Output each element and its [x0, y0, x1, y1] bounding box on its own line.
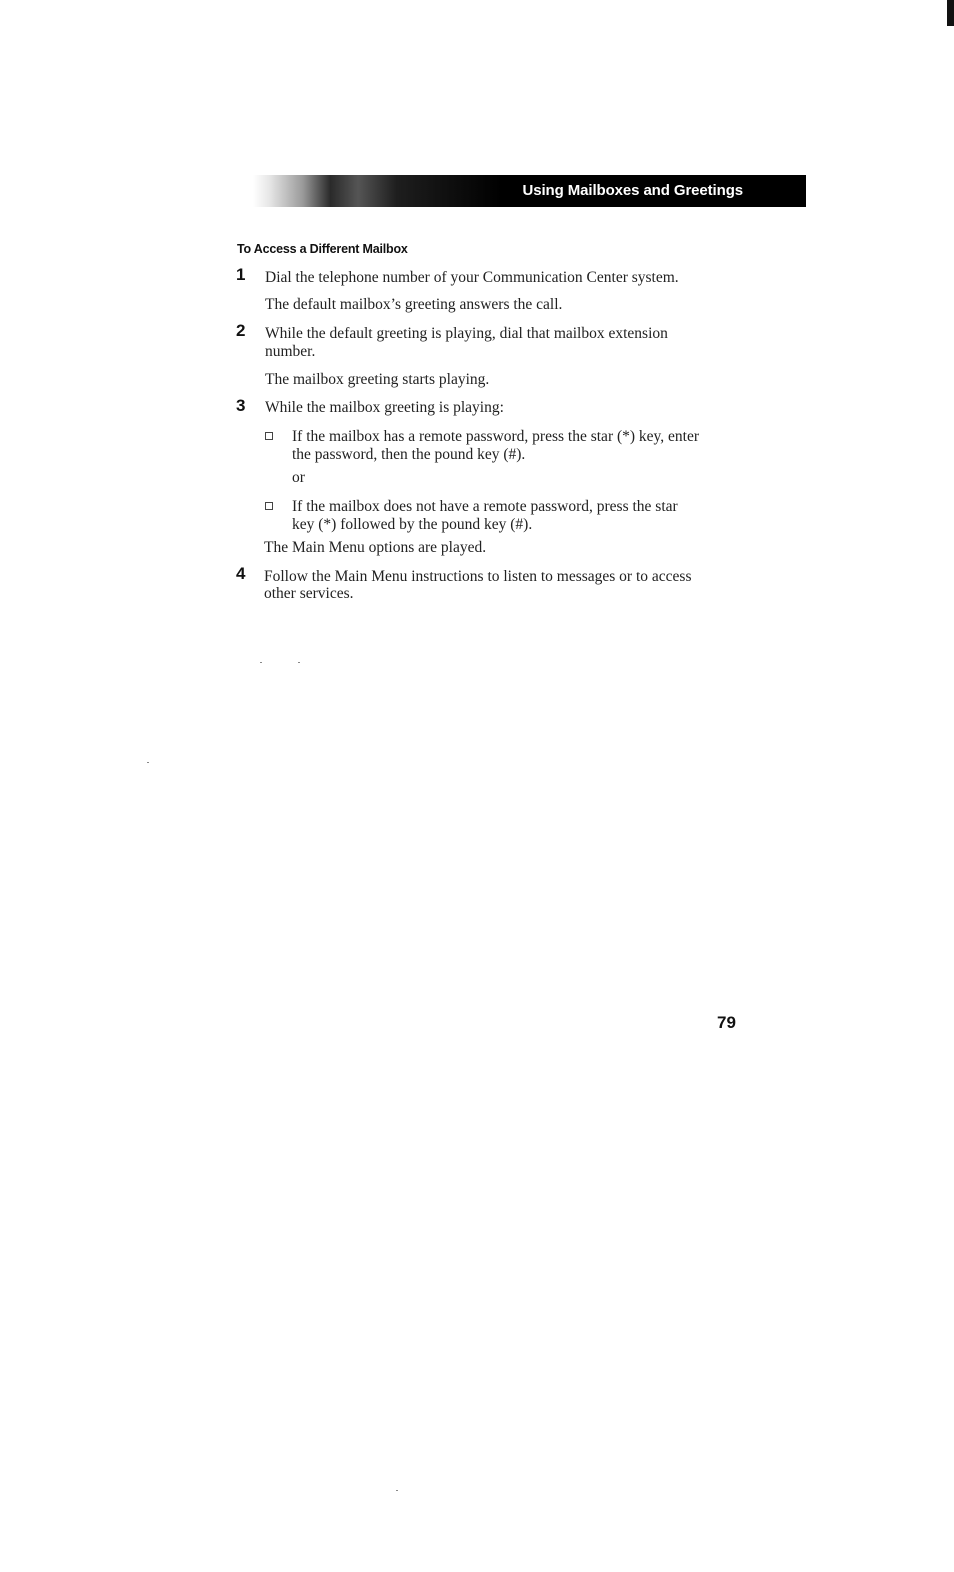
scan-speck	[260, 662, 262, 663]
step-3-or-separator: or	[292, 469, 305, 486]
step-number-3: 3	[236, 396, 246, 415]
page-number: 79	[717, 1013, 736, 1032]
scan-speck	[298, 662, 300, 663]
step-3-option-2-line2: key (*) followed by the pound key (#).	[292, 516, 533, 533]
section-heading: To Access a Different Mailbox	[237, 242, 408, 256]
checkbox-icon	[265, 432, 273, 440]
scan-speck	[147, 762, 149, 763]
step-2-text-line2: number.	[265, 343, 316, 360]
step-1-result: The default mailbox’s greeting answers the call.	[265, 296, 563, 313]
step-number-1: 1	[236, 265, 246, 284]
chapter-title: Using Mailboxes and Greetings	[522, 182, 743, 199]
step-1-text: Dial the telephone number of your Communication Center system.	[265, 269, 679, 286]
step-4-text-line1: Follow the Main Menu instructions to listen to messages or to access	[264, 568, 692, 585]
scan-edge-mark	[947, 0, 954, 26]
step-3-option-1-line1: If the mailbox has a remote password, press the star (*) key, enter	[292, 428, 700, 445]
checkbox-icon	[265, 502, 273, 510]
scan-speck	[396, 1490, 398, 1491]
step-4-text-line2: other services.	[264, 585, 354, 602]
step-number-2: 2	[236, 321, 246, 340]
step-2-result: The mailbox greeting starts playing.	[265, 371, 490, 388]
step-3-option-1-line2: the password, then the pound key (#).	[292, 446, 526, 463]
step-2-text-line1: While the default greeting is playing, dial that mailbox extension	[265, 325, 668, 342]
step-3-option-2-line1: If the mailbox does not have a remote password, press the star	[292, 498, 678, 515]
step-3-text: While the mailbox greeting is playing:	[265, 399, 504, 416]
step-3-result: The Main Menu options are played.	[264, 539, 487, 556]
chapter-header-bar	[253, 175, 806, 207]
step-number-4: 4	[236, 564, 246, 583]
